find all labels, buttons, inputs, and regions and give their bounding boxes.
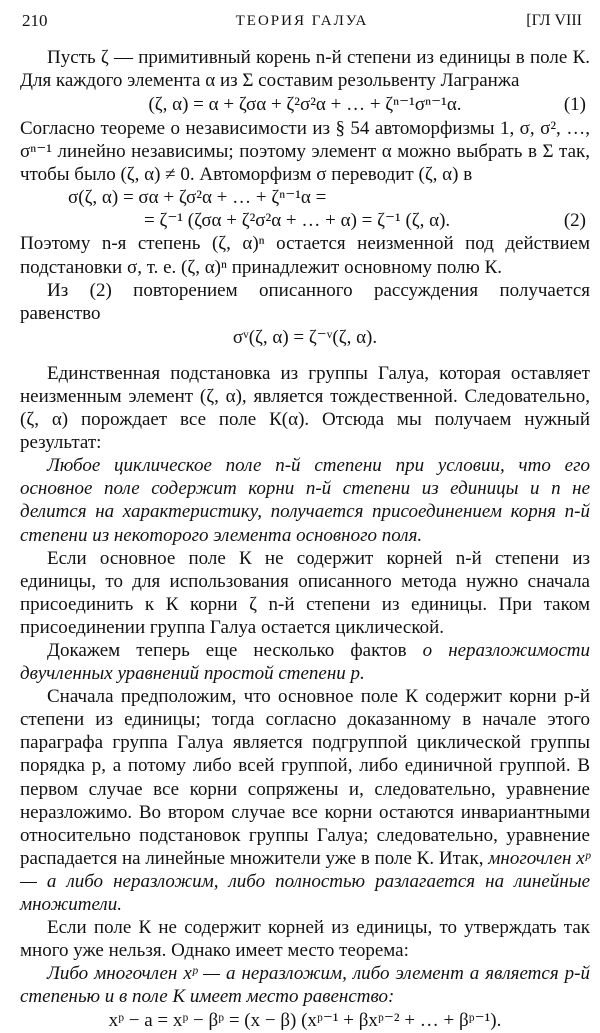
running-title: ТЕОРИЯ ГАЛУА	[235, 13, 369, 29]
paragraph-repetition: Из (2) повторением описанного рассуждения получается равенство	[20, 279, 590, 324]
theorem-cyclic-field: Любое циклическое поле n-й степени при условии, что его основное поле содержит корни n-й степени из единицы и n не делится на характеристику, получается присоединением корня n-й степени из некоторого элемента основного поля.	[20, 455, 590, 546]
paragraph-independence: Согласно теореме о независимости из § 54 автоморфизмы 1, σ, σ², …, σⁿ⁻¹ линейно независимы; поэтому элемент α можно выбрать в Σ так, чтобы было (ζ, α) ≠ 0. Автоморфизм σ переводит (ζ, α) в	[20, 118, 590, 186]
theorem-binomial: Либо многочлен xᵖ — a неразложим, либо элемент a является p-й степенью и в поле К имеет место равенство:	[20, 963, 590, 1008]
paragraph-no-roots-of-unity: Если поле К не содержит корней из единицы, то утверждать так много уже нельзя. Однако имеет место теорема:	[20, 917, 590, 962]
paragraph-nth-power: Поэтому n-я степень (ζ, α)ⁿ остается неизменной под действием подстановки σ, т. е. (ζ, α)ⁿ принадлежит основному полю К.	[20, 233, 590, 278]
equation-3-formula: σᵛ(ζ, α) = ζ⁻ᵛ(ζ, α).	[232, 326, 378, 348]
paragraph-adjoin-roots: Если основное поле К не содержит корней n-й степени из единицы, то для использования описанного метода нужно сначала присоединить к К корни ζ n-й степени из единицы. При таком присоединении группа Галуа остается циклической.	[20, 547, 590, 638]
paragraph-galois-substitution: Единственная подстановка из группы Галуа, которая оставляет неизменным элемент (ζ, α), является тождественной. Следовательно, (ζ, α) порождает все поле К(α). Отсюда мы получаем нужный результат:	[20, 362, 590, 454]
equation-4-formula: xᵖ − a = xᵖ − βᵖ = (x − β) (xᵖ⁻¹ + βxᵖ⁻² + … + βᵖ⁻¹).	[108, 1010, 502, 1032]
paragraph-irreducibility-intro	[20, 639, 590, 685]
equation-4	[20, 1008, 590, 1033]
chapter-label: [ГЛ VIII	[526, 12, 582, 29]
equation-2-line-1: σ(ζ, α) = σα + ζσ²α + … + ζⁿ⁻¹α =	[68, 187, 327, 209]
equation-1	[20, 92, 590, 117]
paragraph-first-assumption-text: Сначала предположим, что основное поле К содержит корни p-й степени из единицы; тогда согласно доказанному в начале этого параграфа группа Галуа является подгруппой циклической группы порядка p, а потому либо всей группой, либо единичной группой. В первом случае все корни сопряжены и, следовательно, уравнение неразложимо. Во втором случае все корни остаются инвариантными относительно подстановок группы Галуа; следовательно, уравнение распадается на линейные множители уже в поле К. Итак,	[20, 686, 590, 869]
paragraph-irreducibility-text: Докажем теперь еще несколько фактов	[47, 639, 423, 661]
equation-1-formula: (ζ, α) = α + ζσα + ζ²σ²α + … + ζⁿ⁻¹σⁿ⁻¹α.	[148, 94, 462, 116]
paragraph-first-assumption-conclusion: многочлен xᵖ — a либо неразложим, либо полностью разлагается на линейные множители.	[20, 847, 590, 915]
page-body	[20, 46, 590, 1033]
equation-3	[20, 325, 590, 350]
page-number: 210	[22, 11, 48, 30]
page-header	[22, 9, 582, 33]
equation-1-number: (1)	[563, 94, 586, 116]
equation-2	[20, 186, 590, 232]
equation-2-number: (2)	[563, 210, 586, 232]
paragraph-lagrange-resolvent: Пусть ζ — примитивный корень n-й степени из единицы в поле К. Для каждого элемента α из Σ составим резольвенту Лагранжа	[20, 47, 590, 92]
equation-2-line-2: = ζ⁻¹ (ζσα + ζ²σ²α + … + α) = ζ⁻¹ (ζ, α).	[144, 210, 451, 232]
paragraph-first-assumption	[20, 685, 590, 916]
paragraph-irreducibility-emphasis: о неразложимости двучленных уравнений простой степени p.	[20, 639, 590, 685]
